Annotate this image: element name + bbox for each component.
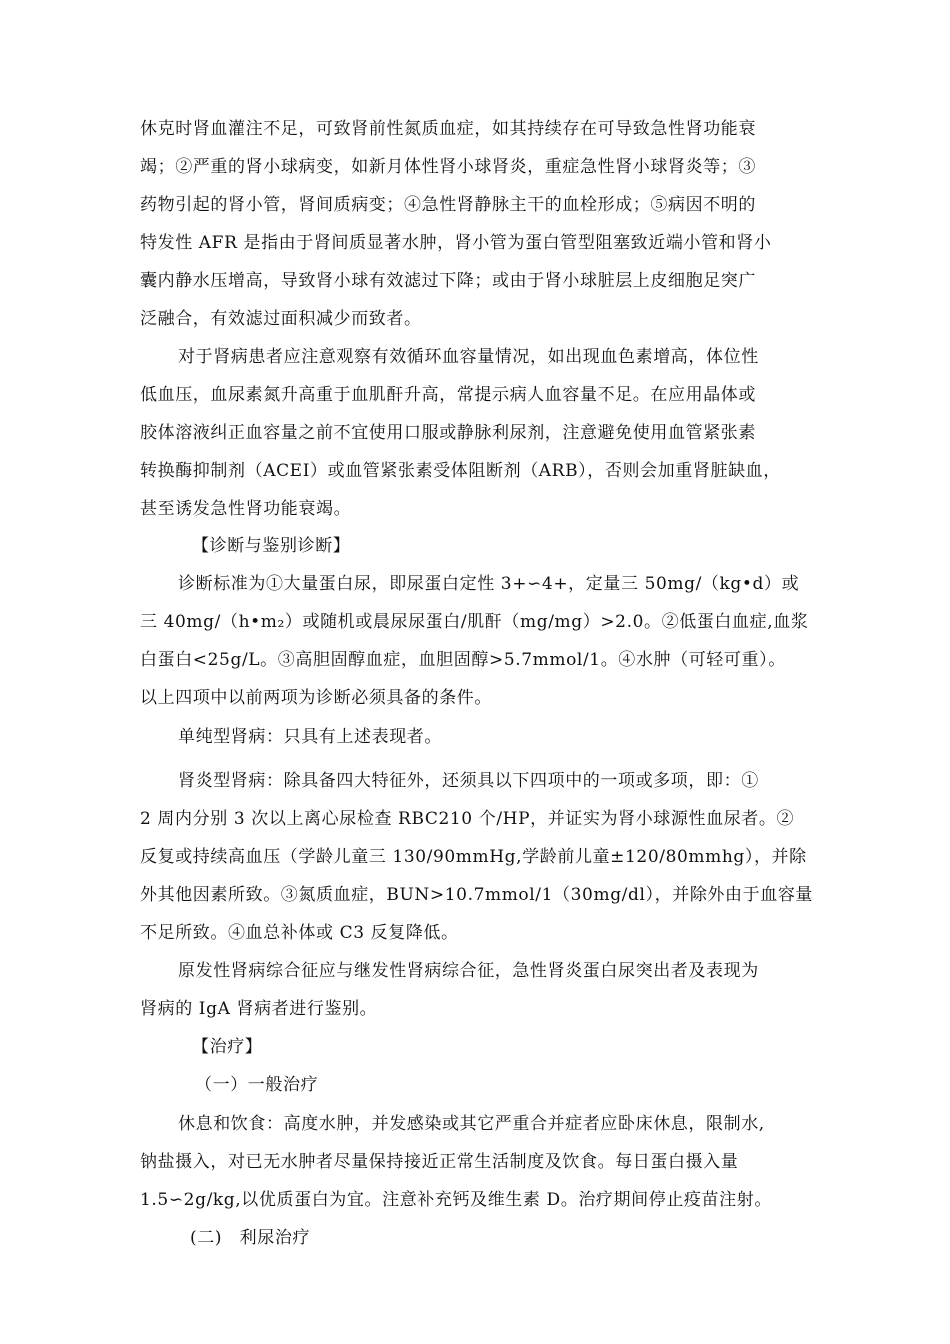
text-line: 肾病的 IgA 肾病者进行鉴别。 [140, 999, 378, 1019]
text-line: 肾炎型肾病：除具备四大特征外，还须具以下四项中的一项或多项，即：① [178, 771, 759, 791]
section-heading-diagnosis: 【诊断与鉴别诊断】 [192, 536, 351, 556]
text-line: 特发性 AFR 是指由于肾间质显著水肿，肾小管为蛋白管型阻塞致近端小管和肾小 [140, 233, 772, 253]
text-line: 原发性肾病综合征应与继发性肾病综合征，急性肾炎蛋白尿突出者及表现为 [178, 961, 759, 981]
text-line: 三 40mg/（h•m₂）或随机或晨尿尿蛋白/肌酐（mg/mg）>2.0。②低蛋白血症,血浆 [140, 612, 809, 632]
text-line: 1.5∽2g/kg,以优质蛋白为宜。注意补充钙及维生素 D。治疗期间停止疫苗注射。 [140, 1190, 772, 1210]
text-line: 转换酶抑制剂（ACEI）或血管紧张素受体阻断剂（ARB），否则会加重肾脏缺血， [140, 461, 781, 481]
text-line: 甚至诱发急性肾功能衰竭。 [140, 499, 352, 519]
section-heading-treatment: 【治疗】 [192, 1037, 263, 1057]
text-line: 不足所致。④血总补体或 C3 反复降低。 [140, 923, 459, 943]
text-line: 以上四项中以前两项为诊断必须具备的条件。 [140, 688, 492, 708]
text-line: 竭；②严重的肾小球病变，如新月体性肾小球肾炎，重症急性肾小球肾炎等；③ [140, 157, 756, 177]
text-line: 泛融合，有效滤过面积减少而致者。 [140, 309, 422, 329]
text-line: 囊内静水压增高，导致肾小球有效滤过下降；或由于肾小球脏层上皮细胞足突广 [140, 271, 756, 291]
text-line: 胶体溶液纠正血容量之前不宜使用口服或静脉利尿剂，注意避免使用血管紧张素 [140, 423, 756, 443]
text-line: 白蛋白<25g/L。③高胆固醇血症，血胆固醇>5.7mmol/1。④水肿（可轻可重）。 [140, 650, 786, 670]
text-line: 诊断标准为①大量蛋白尿，即尿蛋白定性 3+∽4+，定量三 50mg/（kg•d）或 [178, 574, 800, 594]
text-line: 反复或持续高血压（学龄儿童三 130/90mmHg,学龄前儿童±120/80mmhg），并除 [140, 847, 807, 867]
text-line: 药物引起的肾小管，肾间质病变；④急性肾静脉主干的血栓形成；⑤病因不明的 [140, 195, 756, 215]
text-line: 外其他因素所致。③氮质血症，BUN>10.7mmol/1（30mg/dl），并除外由于血容量 [140, 885, 814, 905]
text-line: 单纯型肾病：只具有上述表现者。 [178, 727, 442, 747]
subheading-diuretic-treatment: (二) 利尿治疗 [190, 1228, 311, 1248]
text-line: 对于肾病患者应注意观察有效循环血容量情况，如出现血色素增高，体位性 [178, 347, 759, 367]
text-line: 2 周内分别 3 次以上离心尿检查 RBC210 个/HP，并证实为肾小球源性血尿者。② [140, 809, 795, 829]
text-line: 钠盐摄入，对已无水肿者尽量保持接近正常生活制度及饮食。每日蛋白摄入量 [140, 1152, 739, 1172]
text-line: 休息和饮食：高度水肿，并发感染或其它严重合并症者应卧床休息，限制水, [178, 1114, 765, 1134]
subheading-general-treatment: （一）一般治疗 [195, 1075, 319, 1095]
text-line: 休克时肾血灌注不足，可致肾前性氮质血症，如其持续存在可导致急性肾功能衰 [140, 119, 756, 139]
text-line: 低血压，血尿素氮升高重于血肌酐升高，常提示病人血容量不足。在应用晶体或 [140, 385, 756, 405]
